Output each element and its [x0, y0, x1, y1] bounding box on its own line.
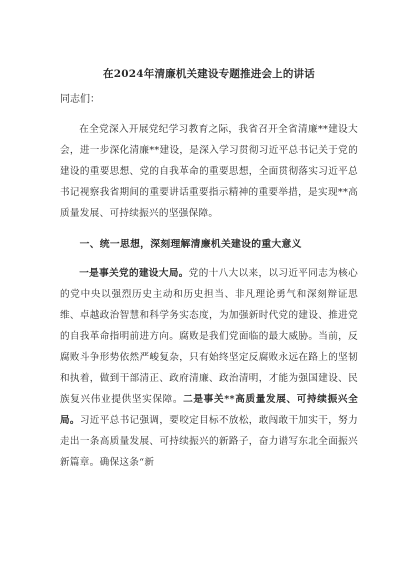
paragraph-2-lead: 二是事关**高质量发展、可持续振兴全局。	[60, 394, 358, 426]
paragraph-1-lead: 一是事关党的建设大局。	[79, 268, 189, 279]
paragraph-2-text: 习近平总书记强调，要咬定目标不放松，敢闯敢干加实干，努力走出一条高质量发展、可持续振兴的新路子，奋力谱写东北全面振兴新篇章。确保这条“新	[60, 415, 358, 468]
paragraph-1-text: 党的十八大以来，以习近平同志为核心的党中央以强烈历史主动和历史担当、非凡理论勇气和深刻辩证思维、卓越政治智慧和科学务实态度，为加强新时代党的建设、推进党的自我革命指明前进方向。腐败是我们党面临的最大威胁。当前，反腐败斗争形势依然严峻复杂，只有始终坚定反腐败永远在路上的坚韧和执着，做到干部清正、政府清廉、政治清明，才能为强国建设、民族复兴伟业提供坚实保障。	[60, 268, 358, 405]
salutation: 同志们：	[60, 94, 100, 105]
paragraph-1	[60, 263, 358, 473]
section-heading-1: 一、统一思想，深刻理解清廉机关建设的重大意义	[79, 239, 302, 250]
intro-paragraph: 在全党深入开展党纪学习教育之际，我省召开全省清廉**建设大会，进一步深化清廉**建设，是深入学习贯彻习近平总书记关于党的建设的重要思想、党的自我革命的重要思想，全面贯彻落实习近平总书记视察我省期间的重要讲话重要指示精神的重要举措，是实现**高质量发展、可持续振兴的坚强保障。	[60, 124, 358, 219]
document-title: 在2024年清廉机关建设专题推进会上的讲话	[103, 68, 315, 80]
